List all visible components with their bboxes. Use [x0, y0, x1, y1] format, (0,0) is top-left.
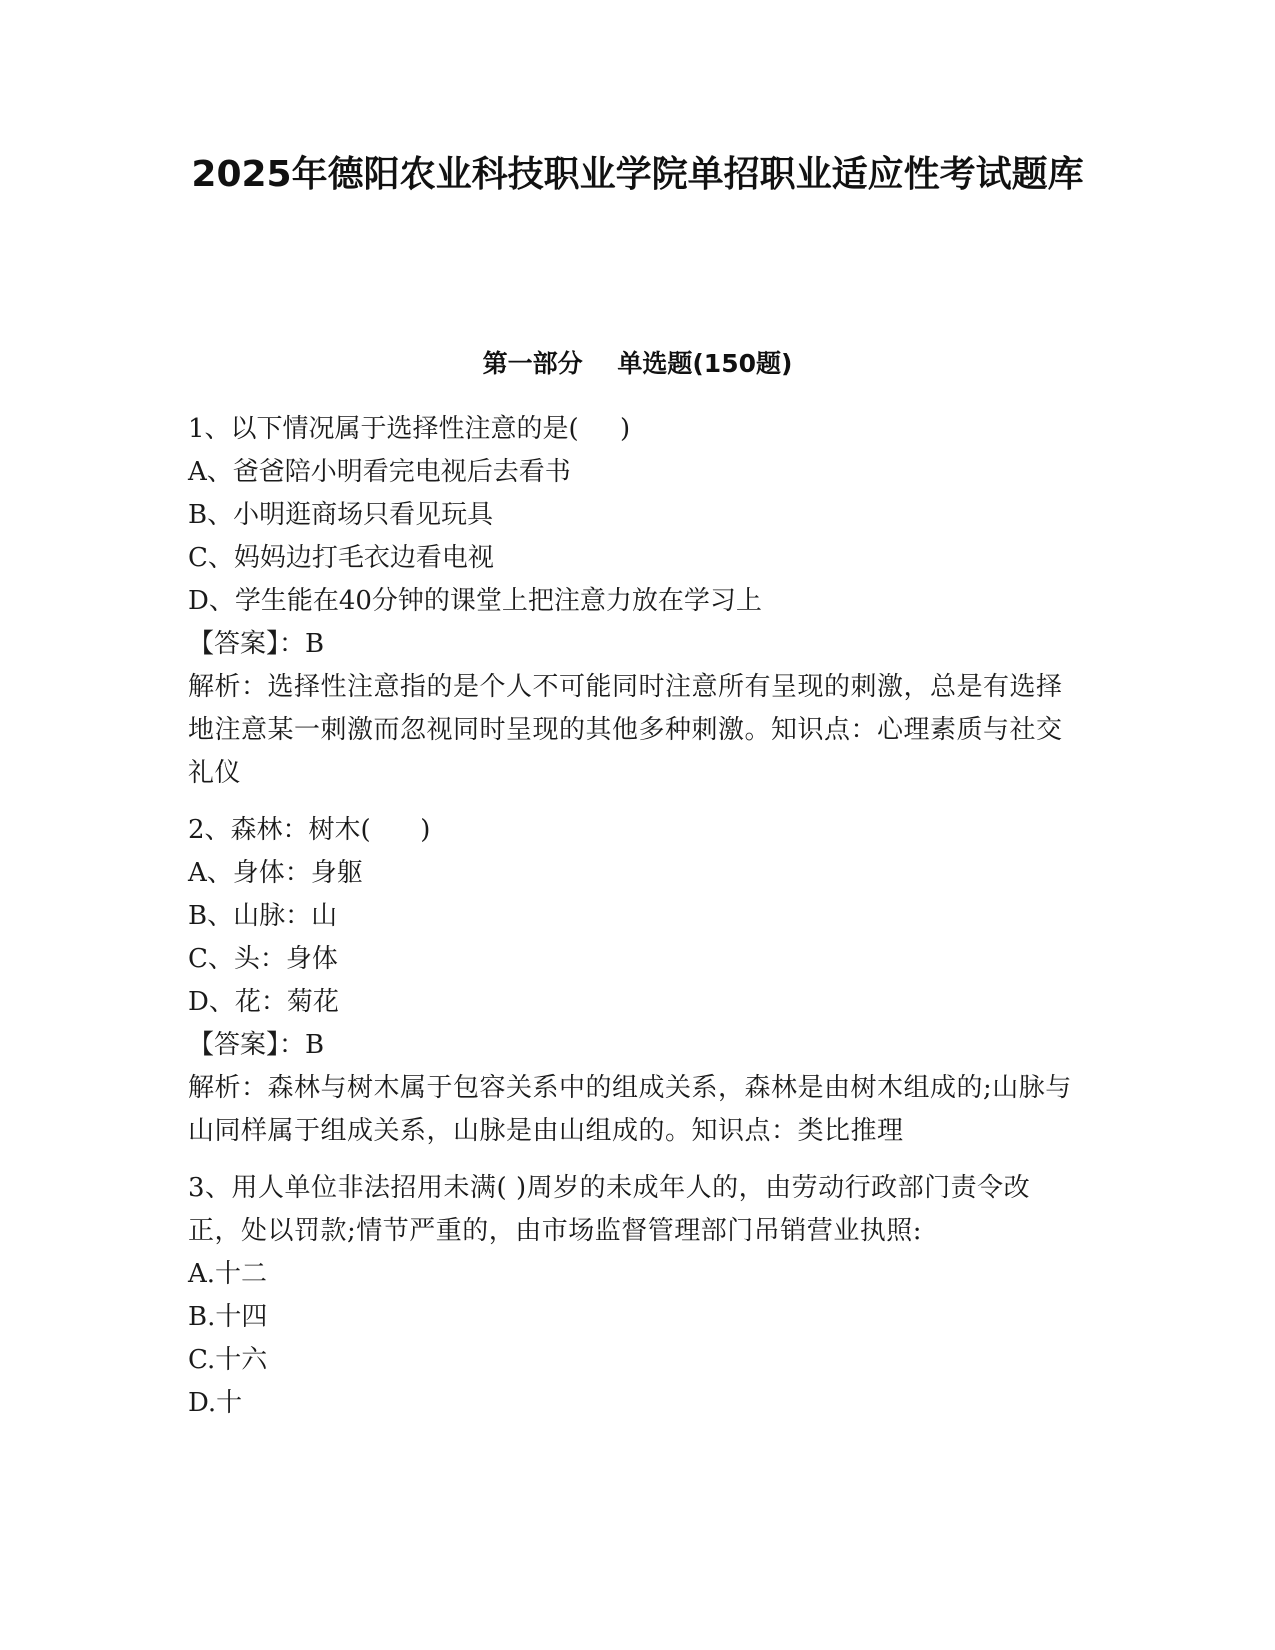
- option-d: D.十: [188, 1388, 243, 1418]
- analysis-text: 解析：选择性注意指的是个人不可能同时注意所有呈现的刺激，总是有选择地注意某一刺激而忽视同时呈现的其他多种刺激。知识点：心理素质与社交礼仪: [188, 672, 1063, 788]
- option-d: D、花：菊花: [188, 987, 339, 1017]
- option-b: B.十四: [188, 1302, 268, 1332]
- option-a: A、身体：身躯: [188, 858, 363, 888]
- question-2: [188, 809, 1078, 1153]
- option-c: C.十六: [188, 1345, 268, 1375]
- question-1: [188, 408, 1078, 795]
- option-c: C、头：身体: [188, 944, 338, 974]
- document-title: 2025年德阳农业科技职业学院单招职业适应性考试题库: [191, 154, 1084, 195]
- answer-line: 【答案】：B: [188, 1030, 325, 1060]
- option-b: B、山脉：山: [188, 901, 338, 931]
- answer-line: 【答案】：B: [188, 629, 325, 659]
- option-d: D、学生能在40分钟的课堂上把注意力放在学习上: [188, 586, 762, 616]
- question-list: [188, 408, 1078, 1439]
- section-title: 第一部分 单选题(150题): [482, 349, 793, 378]
- question-stem: 3、用人单位非法招用未满( )周岁的未成年人的，由劳动行政部门责令改正，处以罚款;情节严重的，由市场监督管理部门吊销营业执照:: [188, 1173, 1031, 1246]
- question-3: [188, 1167, 1078, 1425]
- option-a: A.十二: [188, 1259, 268, 1289]
- option-c: C、妈妈边打毛衣边看电视: [188, 543, 494, 573]
- option-b: B、小明逛商场只看见玩具: [188, 500, 494, 530]
- option-a: A、爸爸陪小明看完电视后去看书: [188, 457, 571, 487]
- analysis-text: 解析：森林与树木属于包容关系中的组成关系，森林是由树木组成的;山脉与山同样属于组成关系，山脉是由山组成的。知识点：类比推理: [188, 1073, 1072, 1146]
- question-stem: 2、森林：树木( ): [188, 815, 431, 845]
- question-stem: 1、以下情况属于选择性注意的是( ): [188, 414, 631, 444]
